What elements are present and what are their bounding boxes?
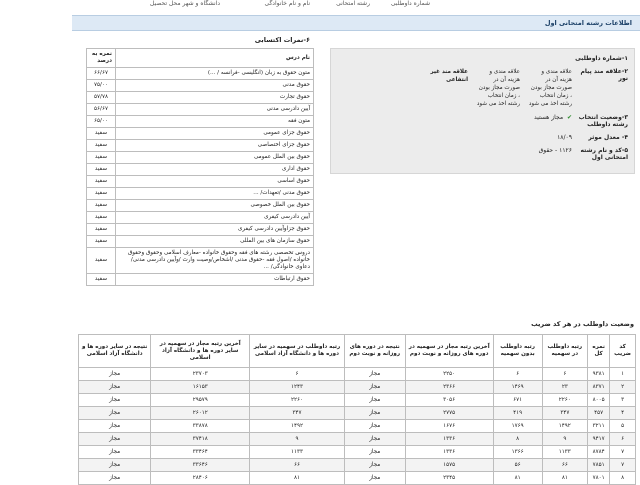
course-name: آیین دادرسی کیفری (116, 212, 314, 224)
ranks-cell: مجاز (79, 394, 151, 407)
ranks-cell: ۶ (493, 368, 542, 381)
ranks-cell: ۸۱ (493, 472, 542, 485)
ranks-column-header: رتبه داوطلب در سهمیه در سایر دوره ها و دانشگاه آزاد اسلامی (250, 335, 345, 368)
top-info-strip (0, 0, 640, 8)
ranks-cell: ۱۴۹۲ (542, 420, 587, 433)
course-name: حقوق جزاوآیین دادرسی کیفری (116, 224, 314, 236)
ranks-cell: ۵۶ (493, 459, 542, 472)
course-grade: سفید (87, 200, 116, 212)
ranks-cell: ۱۳۳۶ (405, 433, 493, 446)
course-name: آیین دادرسی مدنی (116, 104, 314, 116)
grade-row (87, 224, 314, 236)
grades-header-row (87, 49, 314, 68)
ranks-column-header: کد ضریب (610, 335, 636, 368)
ranks-cell: مجاز (79, 407, 151, 420)
ranks-column-header: نتیجه در دوره های روزانه و نوبت دوم (344, 335, 405, 368)
course-grade: ۶۵/۰۰ (87, 116, 116, 128)
gpa-value: ۱۸/۰۹ (557, 134, 572, 141)
ranks-cell: ۳۴۷ (250, 407, 345, 420)
section-title: اطلاعات رشته امتحانی اول (544, 19, 632, 27)
field-value: ۱۱۲۶ - حقوق (538, 147, 572, 154)
ranks-row (79, 394, 636, 407)
grade-row (87, 92, 314, 104)
ranks-cell: ۲ (610, 381, 636, 394)
ranks-column-header: رتبه داوطلب بدون سهمیه (493, 335, 542, 368)
ranks-row (79, 459, 636, 472)
ranks-cell: ۹۳۸۱ (588, 368, 610, 381)
ranks-cell: ۸۷۸۴ (588, 446, 610, 459)
course-grade: سفید (87, 236, 116, 248)
course-name: حقوق ارتباطات (116, 274, 314, 286)
grade-row (87, 152, 314, 164)
course-grade: سفید (87, 152, 116, 164)
ranks-cell: ۳۰۵۶ (405, 394, 493, 407)
info-label: ۵-کد و نام رشته امتحانی اول (580, 147, 628, 161)
ranks-cell: مجاز (79, 381, 151, 394)
ranks-cell: مجاز (79, 420, 151, 433)
ranks-cell: ۶۷۱ (493, 394, 542, 407)
ranks-cell: مجاز (344, 446, 405, 459)
ranks-cell: ۳۴۷ (542, 407, 587, 420)
course-name: حقوق بین الملل عمومی (116, 152, 314, 164)
grade-row (87, 116, 314, 128)
status-text: مجاز هستید (534, 114, 564, 121)
grade-row (87, 104, 314, 116)
ranks-cell: ۶ (542, 368, 587, 381)
ranks-cell: ۳۳۶۴۶ (151, 459, 250, 472)
ranks-cell: ۶ (610, 433, 636, 446)
ranks-cell: ۱۳۶۶ (493, 446, 542, 459)
ranks-row (79, 420, 636, 433)
grade-row (87, 274, 314, 286)
course-name: حقوق مدنی (116, 80, 314, 92)
interest-option: علاقه مندی و هزینه آن در صورت مجاز بودن ، زمان انتخاب رشته اخذ می شود (528, 69, 572, 107)
ranks-column-header: رتبه داوطلب در سهمیه (542, 335, 587, 368)
ranks-cell: ۸۱ (542, 472, 587, 485)
status-value (337, 114, 572, 121)
ranks-cell: مجاز (344, 368, 405, 381)
ranks-column-header: نمره کل (588, 335, 610, 368)
course-name: حقوق جزای اختصاصی (116, 140, 314, 152)
ranks-cell: ۲۶۰۱۲ (151, 407, 250, 420)
ranks-cell: ۱۱۳۳ (250, 446, 345, 459)
ranks-column-header: نتیجه در سایر دوره ها و دانشگاه آزاد اسلامی (79, 335, 151, 368)
ranks-title: وضعیت داوطلب در هر کد ضریب (531, 320, 634, 328)
course-grade: ۵۷/۷۸ (87, 92, 116, 104)
ranks-cell: ۸ (610, 472, 636, 485)
course-grade: سفید (87, 176, 116, 188)
interest-option: علاقه مندی و هزینه آن در صورت مجاز بودن ، زمان انتخاب رشته اخذ می شود (476, 69, 520, 107)
ranks-cell: ۱۳۳۶ (405, 446, 493, 459)
grade-row (87, 68, 314, 80)
grade-row (87, 80, 314, 92)
ranks-cell: ۶ (250, 368, 345, 381)
course-grade: ۷۵/۰۰ (87, 80, 116, 92)
grade-row (87, 128, 314, 140)
course-name: حقوق اداری (116, 164, 314, 176)
ranks-cell: ۹۴۱۷ (588, 433, 610, 446)
course-name: متون فقه (116, 116, 314, 128)
grade-row (87, 188, 314, 200)
course-grade: ۵۶/۶۷ (87, 104, 116, 116)
ranks-cell: مجاز (344, 407, 405, 420)
ranks-header-row (79, 335, 636, 368)
info-label: ۳-وضعیت انتخاب رشته داوطلب (578, 114, 628, 128)
ranks-cell: ۸ (493, 433, 542, 446)
ranks-cell: ۱۴۹۲ (250, 420, 345, 433)
top-field-label: رشته امتحانی (336, 0, 370, 7)
ranks-cell: ۳۲۱۱ (588, 420, 610, 433)
grades-heading: ۶-نمرات اکتسابی (254, 36, 310, 44)
ranks-cell: ۱۶۷۶ (405, 420, 493, 433)
ranks-cell: ۱۷۶۹ (493, 420, 542, 433)
course-name: حقوق تجارت (116, 92, 314, 104)
ranks-cell: ۳۳۴۶۴ (151, 446, 250, 459)
ranks-cell: مجاز (344, 394, 405, 407)
top-field-label: شماره داوطلبی (390, 0, 430, 7)
ranks-cell: مجاز (344, 381, 405, 394)
grade-row (87, 164, 314, 176)
ranks-cell: ۲۳۶۶ (405, 381, 493, 394)
ranks-cell: مجاز (344, 459, 405, 472)
info-label: ۴- معدل موثر (588, 134, 628, 141)
interest-options (337, 68, 572, 108)
ranks-cell: مجاز (79, 433, 151, 446)
info-row-interest (337, 68, 628, 108)
applicant-info-panel (330, 48, 635, 174)
ranks-cell: ۱۱۳۳ (542, 446, 587, 459)
ranks-cell: مجاز (79, 368, 151, 381)
ranks-cell: ۱۲۴۳ (250, 381, 345, 394)
ranks-cell: مجاز (344, 433, 405, 446)
ranks-cell: ۷ (610, 459, 636, 472)
course-grade: سفید (87, 224, 116, 236)
grade-row (87, 236, 314, 248)
ranks-cell: ۲۲۵۰ (405, 368, 493, 381)
ranks-cell: ۱۶۱۵۳ (151, 381, 250, 394)
course-name: متون حقوق به زبان (انگلیسی -فرانسه / ...) (116, 68, 314, 80)
course-header: نام درس (116, 49, 314, 68)
ranks-cell: ۲۳۷۰۳ (151, 368, 250, 381)
course-name: حقوق جزای عمومی (116, 128, 314, 140)
info-label: ۱-شماره داوطلبی (575, 55, 628, 62)
ranks-row (79, 433, 636, 446)
ranks-cell: ۲۲۶۰ (542, 394, 587, 407)
info-row-status (337, 114, 628, 128)
ranks-cell: ۲۹۵۷۹ (151, 394, 250, 407)
ranks-cell: ۳ (610, 394, 636, 407)
course-name: حقوق مدنی /تعهدات/ ... (116, 188, 314, 200)
ranks-row (79, 368, 636, 381)
ranks-cell: مجاز (79, 459, 151, 472)
ranks-cell: مجاز (344, 472, 405, 485)
course-grade: ۶۶/۶۷ (87, 68, 116, 80)
ranks-table (78, 334, 636, 485)
ranks-cell: ۸۰۰۵ (588, 394, 610, 407)
ranks-cell: ۳۷۴۱۸ (151, 433, 250, 446)
course-name: حقوق بین الملل خصوصی (116, 200, 314, 212)
info-box (330, 48, 635, 174)
course-name: حقوق سازمان های بین المللی (116, 236, 314, 248)
course-grade: سفید (87, 164, 116, 176)
ranks-cell: ۷ (610, 446, 636, 459)
ranks-cell: مجاز (344, 420, 405, 433)
grade-row (87, 248, 314, 274)
course-grade: سفید (87, 248, 116, 274)
ranks-cell: مجاز (79, 446, 151, 459)
ranks-column-header: آخرین رتبه مجاز در سهمیه در دوره های روزانه و نوبت دوم (405, 335, 493, 368)
grades-table (86, 48, 314, 286)
course-grade: سفید (87, 212, 116, 224)
grade-row (87, 140, 314, 152)
info-row-gpa (337, 134, 628, 141)
info-label: ۲-علاقه مند پیام نور (580, 68, 628, 82)
course-name: دروس تخصصی رشته های فقه وحقوق خانواده -معارف اسلامی وحقوق وحقوق خانواده /اصول فقه -حقوق مدنی /اشخاص/وصیت وارث /وآیین دادرسی مدنی/دعاوی خانوادگی/ ... (116, 248, 314, 274)
ranks-cell: ۴۱۹ (493, 407, 542, 420)
grade-header: نمره به درصد (87, 49, 116, 68)
ranks-row (79, 381, 636, 394)
ranks-cell: ۲۲۶۰ (250, 394, 345, 407)
ranks-cell: ۱۴۶۹ (493, 381, 542, 394)
ranks-cell: ۱۵۷۵ (405, 459, 493, 472)
ranks-cell: ۲۷۷۵ (405, 407, 493, 420)
ranks-cell: ۲۸۴۰۶ (151, 472, 250, 485)
ranks-cell: ۱ (610, 368, 636, 381)
ranks-row (79, 407, 636, 420)
course-name: حقوق اساسی (116, 176, 314, 188)
ranks-cell: مجاز (79, 472, 151, 485)
grades-panel (86, 34, 314, 286)
course-grade: سفید (87, 188, 116, 200)
ranks-cell: ۷۸۰۱ (588, 472, 610, 485)
ranks-cell: ۲۳ (542, 381, 587, 394)
ranks-cell: ۷۸۵۱ (588, 459, 610, 472)
ranks-cell: ۴۵۷ (588, 407, 610, 420)
top-field-label: نام و نام خانوادگی (264, 0, 310, 7)
check-icon: ✔ (566, 114, 572, 121)
course-grade: سفید (87, 140, 116, 152)
interest-option: علاقه مند غیر انتفاعی (430, 69, 468, 83)
ranks-row (79, 446, 636, 459)
ranks-cell: ۹ (542, 433, 587, 446)
ranks-cell: ۸۱ (250, 472, 345, 485)
info-row-field (337, 147, 628, 161)
ranks-cell: ۲۳۴۵ (405, 472, 493, 485)
ranks-cell: ۶۶ (542, 459, 587, 472)
section-header (72, 15, 640, 31)
grade-row (87, 200, 314, 212)
ranks-cell: ۵ (610, 420, 636, 433)
info-row-candidate-number (337, 55, 628, 62)
grade-row (87, 176, 314, 188)
ranks-cell: ۳۳۸۷۸ (151, 420, 250, 433)
ranks-row (79, 472, 636, 485)
ranks-cell: ۹ (250, 433, 345, 446)
ranks-cell: ۸۳۷۱ (588, 381, 610, 394)
ranks-cell: ۶۶ (250, 459, 345, 472)
ranks-column-header: آخرین رتبه مجاز در سهمیه در سایر دوره ها و دانشگاه آزاد اسلامی (151, 335, 250, 368)
ranks-cell: ۴ (610, 407, 636, 420)
course-grade: سفید (87, 274, 116, 286)
grade-row (87, 212, 314, 224)
top-field-label: دانشگاه و شهر محل تحصیل (149, 0, 220, 7)
course-grade: سفید (87, 128, 116, 140)
